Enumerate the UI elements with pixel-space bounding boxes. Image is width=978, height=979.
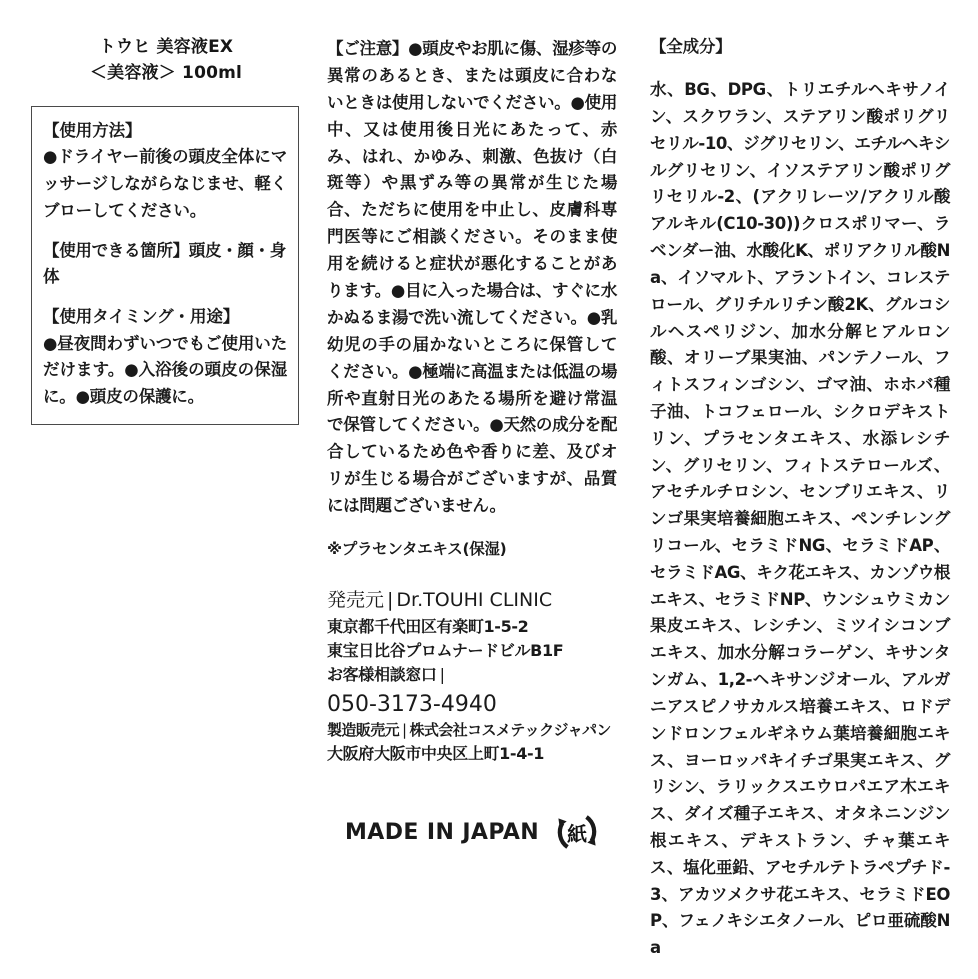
manufacturer-row bbox=[327, 719, 617, 742]
ingredients-list-text: 水、BG、DPG、トリエチルヘキサノイン、スクワラン、ステアリン酸ポリグリセリル-10、ジグリセリン、エチルヘキシルグリセリン、イソステアリン酸ポリグリセリル-2、(アクリレーツ/アクリル酸アルキル(C10-30))クロスポリマー、ラベンダー油、水酸化K、ポリアクリル酸Na、イソマルト、アラントイン、コレステロール、グリチルリチン酸2K、グルコシルヘスペリジン、加水分解ヒアルロン酸、オリーブ果実油、パンテノール、フィトスフィンゴシン、ゴマ油、ホホバ種子油、トコフェロール、シクロデキストリン、プラセンタエキス、水添レシチン、グリセリン、フィトステロールズ、アセチルチロシン、センブリエキス、リンゴ果実培養細胞エキス、ペンチレングリコール、セラミドNG、セラミドAP、セラミドAG、キク花エキス、カンゾウ根エキス、セラミドNP、ウンシュウミカン果皮エキス、レシチン、ミツイシコンブエキス、加水分解コラーゲン、キサンタンガム、1,2-ヘキサンジオール、アルガニアスピノサカルス培養エキス、ロドデンドロンフェルギネウム葉培養細胞エキス、ヨーロッパキイチゴ果実エキス、グリシン、ラリックスエウロパエア木エキス、ダイズ種子エキス、オタネニンジン根エキス、デキストラン、チャ葉エキス、塩化亜鉛、アセチルテトラペプチド-3、アカツメクサ花エキス、セラミドEOP、フェノキシエタノール、ピロ亜硫酸Na bbox=[650, 80, 950, 958]
usage-timing-block bbox=[43, 304, 287, 411]
support-desk-separator: | bbox=[439, 665, 445, 685]
left-column bbox=[18, 0, 314, 425]
support-phone-number: 050-3173-4940 bbox=[327, 691, 497, 717]
how-to-use-heading: 【使用方法】 bbox=[43, 120, 142, 140]
usable-areas-line: 【使用できる箇所】頭皮・顔・身体 bbox=[43, 240, 287, 287]
how-to-use-block bbox=[43, 118, 287, 225]
caution-footnote: ※プラセンタエキス(保湿) bbox=[327, 539, 507, 558]
how-to-use-text: ●ドライヤー前後の頭皮全体にマッサージしながらなじませ、軽くブローしてください。 bbox=[43, 147, 287, 220]
product-title-block bbox=[18, 34, 314, 87]
made-in-japan-text: MADE IN JAPAN bbox=[345, 819, 540, 845]
distributor-label: 発売元 bbox=[327, 588, 385, 611]
recycle-mark-kanji: 紙 bbox=[567, 821, 588, 846]
right-column bbox=[650, 0, 950, 979]
product-type-volume: ＜美容液＞ 100ml bbox=[89, 63, 243, 84]
manufacturer-label: 製造販売元 bbox=[327, 721, 400, 740]
usage-instructions-box bbox=[31, 106, 299, 425]
distributor-separator: | bbox=[387, 588, 394, 611]
manufacturer-address: 大阪府大阪市中央区上町1-4-1 bbox=[327, 744, 545, 764]
usage-timing-text: ●昼夜問わずいつでもご使用いただけます。●入浴後の頭皮の保湿に。●頭皮の保護に。 bbox=[43, 333, 287, 407]
manufacturer-separator: | bbox=[402, 721, 407, 740]
middle-column bbox=[327, 0, 617, 856]
distributor-address-line-1: 東京都千代田区有楽町1-5-2 bbox=[327, 616, 529, 636]
paper-recycle-icon bbox=[553, 808, 601, 856]
support-desk-label: お客様相談窓口 bbox=[327, 665, 437, 685]
product-name: トウヒ 美容液EX bbox=[98, 37, 234, 57]
made-in-japan-row bbox=[345, 808, 617, 856]
company-information-block bbox=[327, 586, 617, 767]
support-desk-row bbox=[327, 663, 617, 687]
ingredients-heading: 【全成分】 bbox=[650, 37, 732, 56]
manufacturer-name: 株式会社コスメテックジャパン bbox=[409, 721, 611, 740]
distributor-row bbox=[327, 586, 617, 615]
caution-text: 【ご注意】●頭皮やお肌に傷、湿疹等の異常のあるとき、または頭皮に合わないときは使用しないでください。●使用中、又は使用後日光にあたって、赤み、はれ、かゆみ、刺激、色抜け（白斑等）や黒ずみ等の異常が生じた場合、ただちに使用を中止し、皮膚科専門医等にご相談ください。そのまま使用を続けると症状が悪化することがあります。●目に入った場合は、すぐに水かぬるま湯で洗い流してください。●乳幼児の手の届かないところに保管してください。●極端に高温または低温の場所や直射日光のあたる場所を避け常温で保管してください。●天然の成分を配合しているため色や香りに差、及びオリが生じる場合がございますが、品質には問題ございません。 bbox=[327, 39, 617, 516]
usable-areas-block bbox=[43, 238, 287, 291]
distributor-name: Dr.TOUHI CLINIC bbox=[396, 588, 553, 611]
usage-timing-heading: 【使用タイミング・用途】 bbox=[43, 307, 240, 326]
distributor-address-line-2: 東宝日比谷プロムナードビルB1F bbox=[327, 640, 564, 660]
